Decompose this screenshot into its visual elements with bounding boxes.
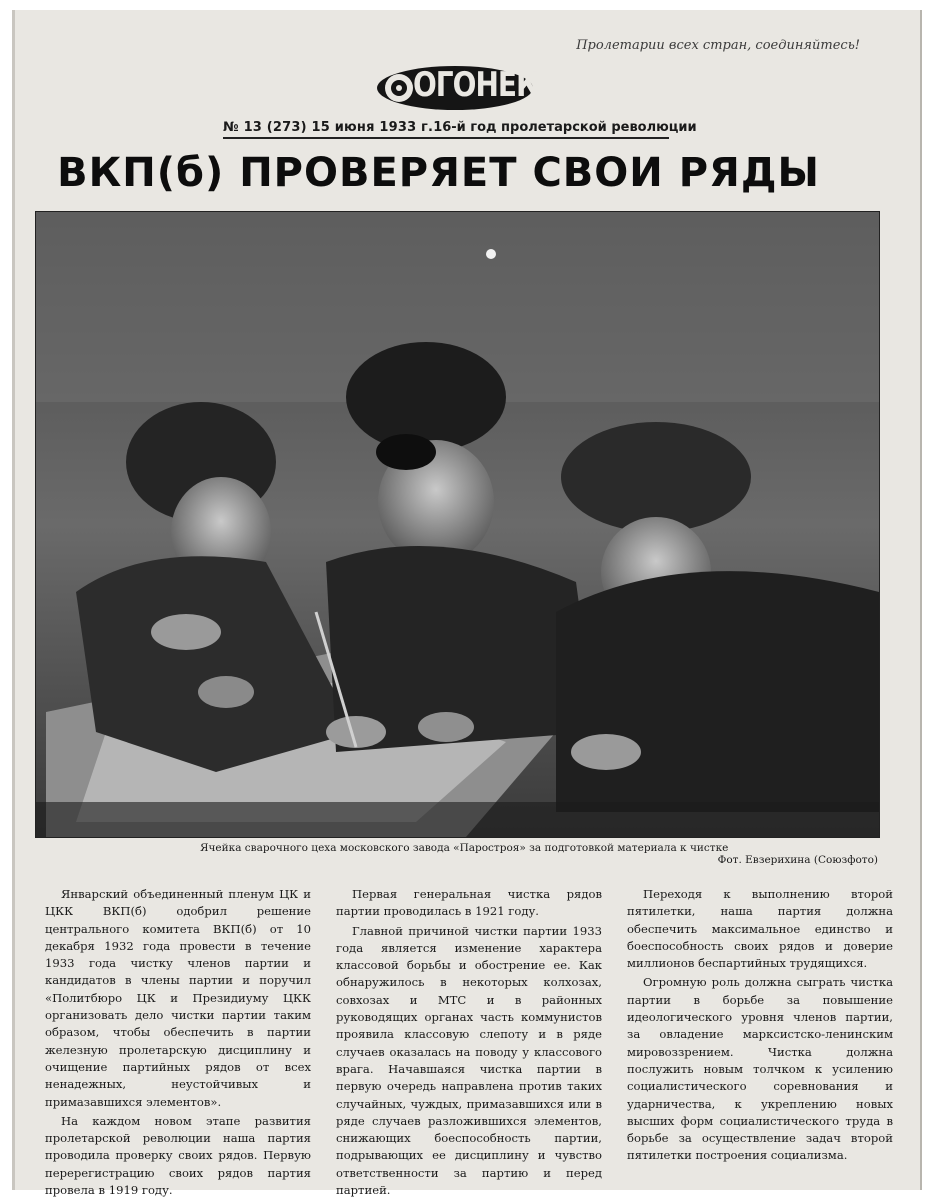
issue-line — [223, 120, 697, 139]
slogan: Пролетарии всех стран, соединяйтесь! — [576, 38, 860, 53]
paragraph: На каждом новом этапе развития пролетарской революции наша партия проводила проверку своих рядов. Первую перерегистрацию своих рядов партия провела в 1919 году. — [45, 1113, 311, 1198]
paragraph: Первая генеральная чистка рядов партии проводилась в 1921 году. — [336, 887, 602, 919]
paragraph: Январский объединенный пленум ЦК и ЦКК ВКП(б) одобрил решение центрального комитета ВКП(б) от 10 декабря 1932 года провести в течение 1933 года чистку членов партии и кандидатов в члены партии и поручил «Политбюро ЦК и Президиуму ЦКК организовать дело чистки партии таким образом, чтобы обеспечить в партии железную пролетарскую дисциплину и очищение партийных рядов от всех ненадежных, неустойчивых и примазавшихся элементов». — [45, 887, 311, 1109]
photo-illustration — [36, 212, 879, 837]
issue-number-date: № 13 (273) 15 июня 1933 г. — [223, 120, 434, 135]
revolution-year: 16-й год пролетарской революции — [433, 120, 697, 135]
headline: ВКП(б) ПРОВЕРЯЕТ СВОИ РЯДЫ — [57, 150, 820, 196]
paragraph: Переходя к выполнению второй пятилетки, наша партия должна обеспечить максимальное единство и боеспособность своих рядов и доверие миллионов беспартийных трудящихся. — [627, 887, 893, 971]
article-column-3 — [627, 886, 893, 1201]
article-columns — [45, 886, 893, 1201]
photo-welding-cell — [35, 211, 880, 838]
paragraph: Главной причиной чистки партии 1933 года является изменение характера классовой борьбы и обострение ее. Как обнаружилось в некоторых колхозах, совхозах и МТС и в районных руководящих органах часть коммунистов проявила классовую слепоту и в ряде случаев оказалась на поводу у классового врага. Начавшаяся чистка партии в первую очередь направлена против таких случайных, чуждых, примазавшихся или в ряде случаев разложившихся элементов, снижающих боеспособность партии, подрывающих ее дисциплину и чувство ответственности за партию и перед партией. — [336, 923, 602, 1198]
caption-text: Ячейка сварочного цеха московского завода «Паростроя» за подготовкой материала к чистке — [200, 842, 729, 854]
article-column-2 — [336, 886, 602, 1201]
paragraph: Огромную роль должна сыграть чистка партии в борьбе за повышение идеологического уровня членов партии, за овладение марксистско-ленинским мировоззрением. Чистка должна послужить новым толчком к усилению социалистического соревнования и ударничества, к укреплению новых высших форм социалистического труда в борьбе за осуществление задач второй пятилетки построения социализма. — [627, 975, 893, 1163]
article-column-1 — [45, 886, 311, 1201]
photo-credit: Фот. Евзерихина (Союзфото) — [717, 854, 878, 866]
photo-caption — [200, 842, 890, 866]
magazine-page — [12, 10, 922, 1198]
logo-text: ОГОНЕК — [413, 64, 538, 105]
masthead-logo — [375, 58, 538, 114]
